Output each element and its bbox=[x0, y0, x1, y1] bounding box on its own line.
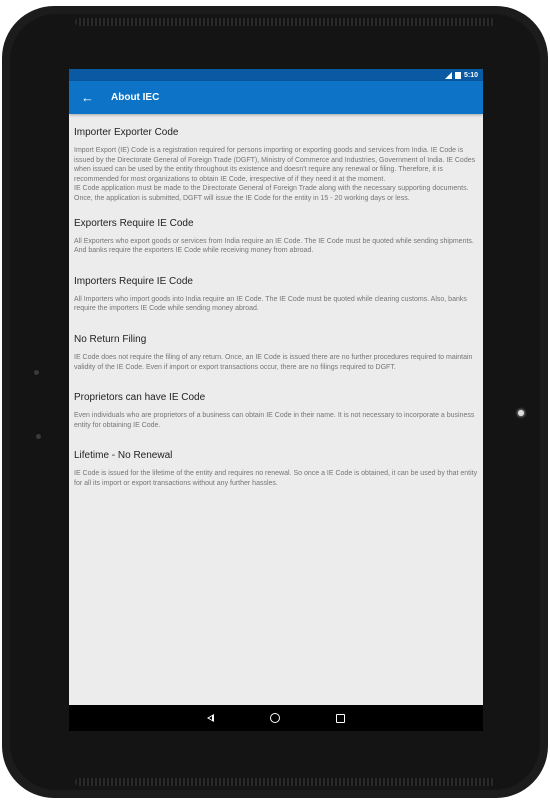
nav-back-icon[interactable] bbox=[207, 714, 214, 722]
nav-home-icon[interactable] bbox=[270, 713, 280, 723]
section-exporters-require bbox=[74, 218, 478, 256]
section-heading: Importer Exporter Code bbox=[74, 127, 179, 138]
section-importer-exporter-code bbox=[74, 127, 478, 204]
page-title: About IEC bbox=[111, 92, 160, 103]
signal-icon bbox=[445, 72, 452, 79]
status-time: 5:10 bbox=[463, 71, 478, 79]
section-importers-require bbox=[74, 276, 478, 314]
section-body: All Importers who import goods into India require an IE Code. The IE Code must be quoted while clearing customs. Also, banks require the importers IE Code while sending money abroad. bbox=[74, 295, 467, 313]
bottom-speaker-grille bbox=[75, 778, 495, 786]
section-proprietors bbox=[74, 392, 478, 430]
section-no-return-filing bbox=[74, 334, 478, 372]
camera-icon bbox=[518, 410, 524, 416]
section-heading: Proprietors can have IE Code bbox=[74, 392, 206, 404]
device-screen bbox=[69, 69, 483, 731]
section-heading: No Return Filing bbox=[74, 333, 147, 345]
status-bar bbox=[69, 69, 483, 81]
section-body: All Exporters who export goods or services from India require an IE Code. The IE Code must be quoted while sending shipments. And banks require the exporters IE Code while receiving money from abroad. bbox=[74, 237, 474, 255]
section-heading: Importers Require IE Code bbox=[74, 275, 193, 287]
back-arrow-icon[interactable]: ← bbox=[81, 90, 94, 105]
system-nav-bar bbox=[69, 705, 483, 731]
top-speaker-grille bbox=[75, 18, 495, 26]
sensor-dot bbox=[36, 434, 41, 439]
nav-recents-icon[interactable] bbox=[336, 714, 345, 723]
section-body: IE Code does not require the filing of any return. Once, an IE Code is issued there are no further procedures required to maintain validity of the IE Code. Even if import or export transactions occur, there are no filings required to DGFT. bbox=[74, 353, 473, 371]
section-body: Import Export (IE) Code is a registration required for persons importing or exporting goods and services from India. IE Code is issued by the Directorate General of Foreign Trade (DGFT), Ministry of Commerce and Industries, Government of India. IE Codes when issued can be used by the entity throughout its existence and doesn't require any renewal or filing. Therefore, it is recommended for most organizations to obtain IE Code, irrespective of if they need it at the moment. bbox=[74, 147, 476, 183]
section-body: IE Code is issued for the lifetime of the entity and requires no renewal. So once a IE Code is obtained, it can be used by that entity for all its import or export transactions without any further hassles. bbox=[74, 470, 478, 487]
content-area bbox=[69, 114, 483, 489]
sensor-dot bbox=[34, 370, 39, 375]
section-body: IE Code application must be made to the Directorate General of Foreign Trade along with the necessary supporting documents. Once, the application is submitted, DGFT will issue the IE Code for the entity in 15 - 20 working days or less. bbox=[74, 185, 469, 202]
app-bar bbox=[69, 81, 483, 114]
section-body: Even individuals who are proprietors of a business can obtain IE Code in their name. It is not necessary to incorporate a business entity for obtaining IE Code. bbox=[74, 412, 475, 429]
battery-icon bbox=[455, 72, 461, 79]
section-heading: Lifetime - No Renewal bbox=[74, 450, 173, 462]
section-lifetime bbox=[74, 450, 478, 488]
section-heading: Exporters Require IE Code bbox=[74, 217, 194, 229]
